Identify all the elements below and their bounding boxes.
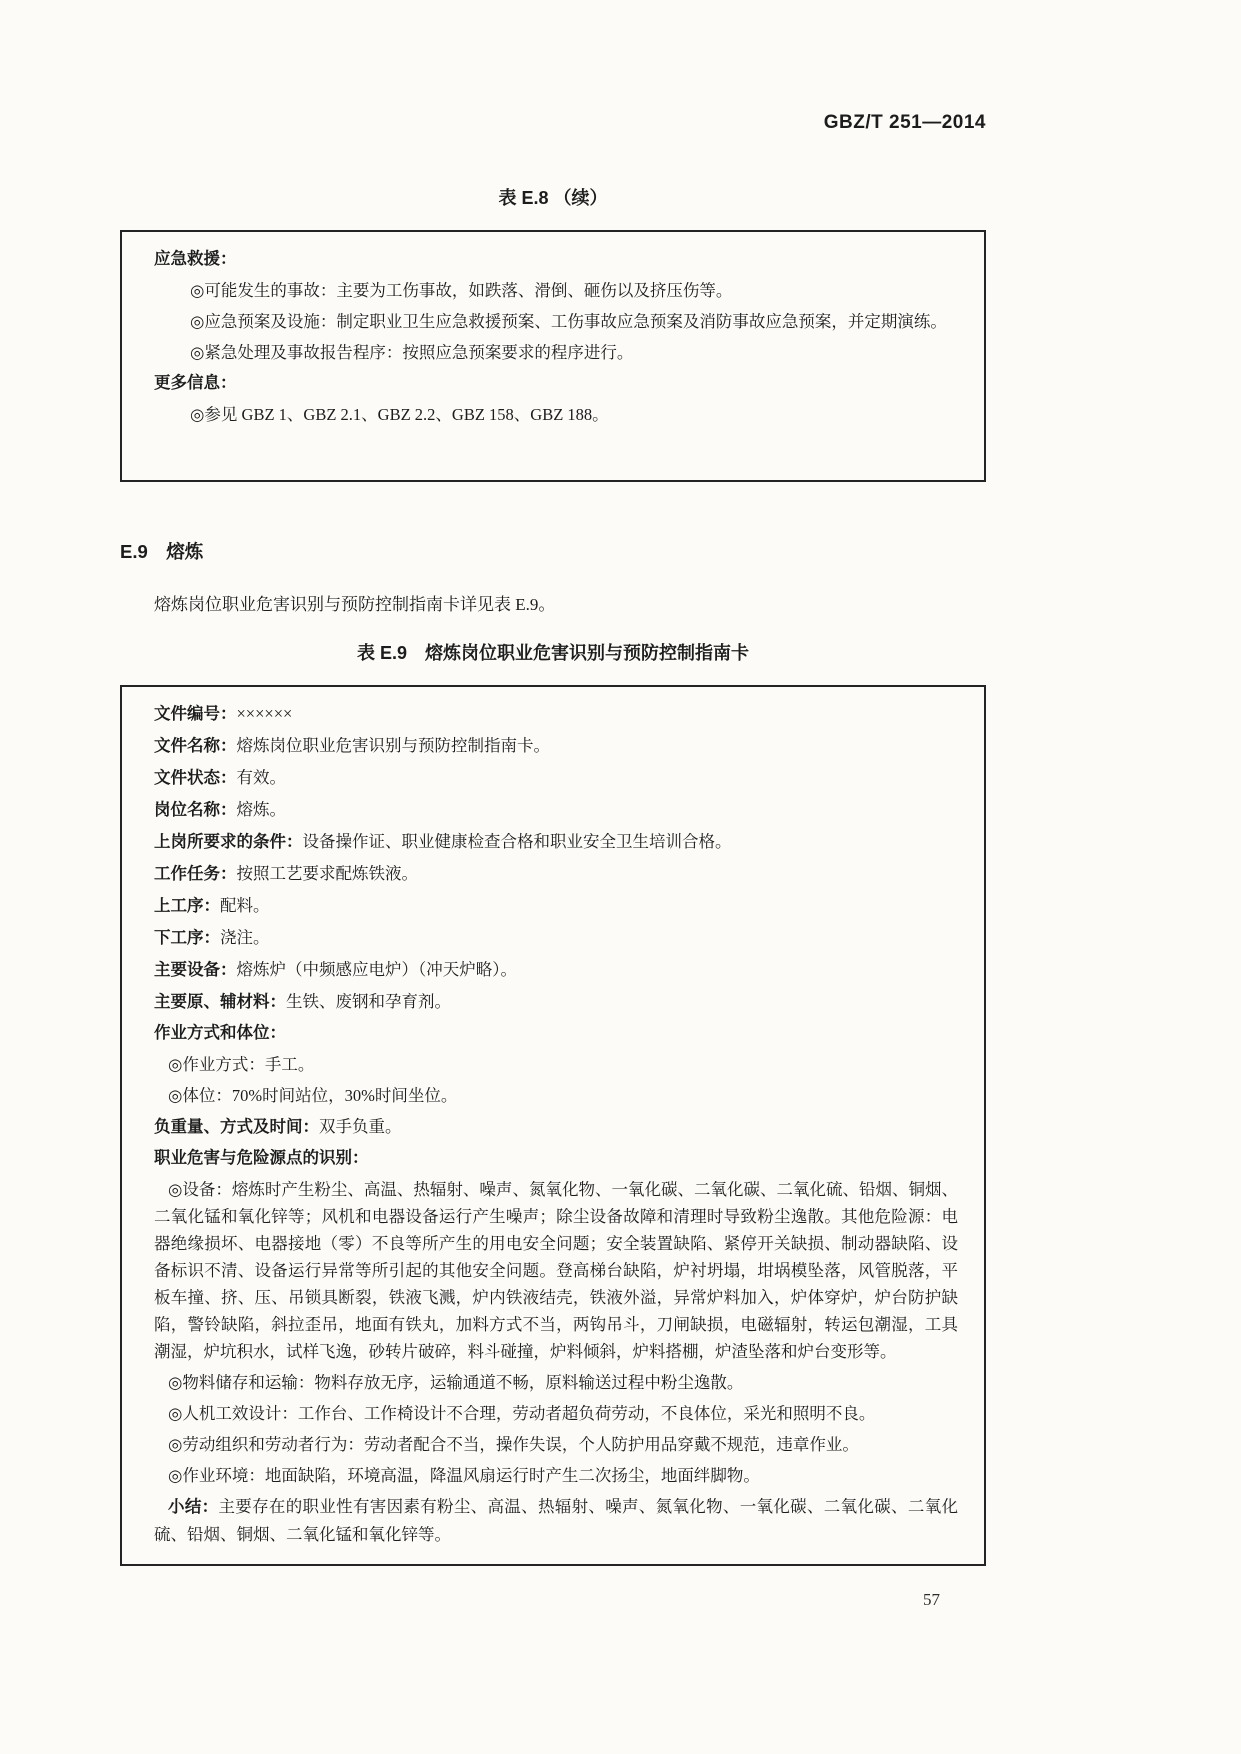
bullet-item: ◎体位：70%时间站位，30%时间坐位。 [168, 1086, 458, 1105]
field-value: 熔炼岗位职业危害识别与预防控制指南卡。 [236, 736, 550, 755]
field-row [154, 700, 958, 728]
group-heading-emergency: 应急救援： [154, 250, 237, 268]
table-e9-caption: 表 E.9 熔炼岗位职业危害识别与预防控制指南卡 [356, 643, 750, 663]
field-value: 按照工艺要求配炼铁液。 [236, 864, 418, 883]
field-label: 上岗所要求的条件： [154, 833, 303, 851]
group-heading-more-info: 更多信息： [154, 374, 237, 392]
bullet-item: ◎参见 GBZ 1、GBZ 2.1、GBZ 2.2、GBZ 158、GBZ 188。 [190, 405, 609, 424]
field-row [154, 892, 958, 920]
group-heading-hazards: 职业危害与危险源点的识别： [154, 1149, 369, 1167]
table-e8-caption: 表 E.8 （续） [498, 188, 608, 208]
bullet-item: ◎紧急处理及事故报告程序：按照应急预案要求的程序进行。 [190, 343, 634, 362]
field-row [154, 1113, 958, 1141]
field-row [154, 764, 958, 792]
field-label: 主要设备： [154, 961, 237, 979]
field-label: 主要原、辅材料： [154, 993, 286, 1011]
field-value: ×××××× [236, 704, 293, 723]
field-row [154, 732, 958, 760]
field-label: 文件编号： [154, 705, 237, 723]
bullet-item: ◎劳动组织和劳动者行为：劳动者配合不当，操作失误，个人防护用品穿戴不规范，违章作业。 [168, 1435, 859, 1454]
table-e9-box [120, 685, 986, 1566]
section-e9-heading: E.9 熔炼 [120, 541, 204, 562]
table-e8-continued-box [120, 230, 986, 482]
summary-row [154, 1493, 958, 1548]
field-value: 浇注。 [220, 928, 270, 947]
field-row [154, 796, 958, 824]
field-value: 生铁、废钢和孕育剂。 [286, 992, 451, 1011]
field-label: 负重量、方式及时间： [154, 1118, 319, 1136]
bullet-item-equipment: ◎设备：熔炼时产生粉尘、高温、热辐射、噪声、氮氧化物、一氧化碳、二氧化碳、二氧化硫、铅烟、铜烟、二氧化锰和氧化锌等；风机和电器设备运行产生噪声；除尘设备故障和清理时导致粉尘逸散。其他危险源：电器绝缘损坏、电器接地（零）不良等所产生的用电安全问题；安全装置缺陷、紧停开关缺损、制动器缺陷、设备标识不清、设备运行异常等所引起的其他安全问题。登高梯台缺陷，炉衬坍塌，坩埚模坠落，风管脱落，平板车撞、挤、压、吊锁具断裂，铁液飞溅，炉内铁液结壳，铁液外溢，异常炉料加入，炉体穿炉，炉台防护缺陷，警铃缺陷，斜拉歪吊，地面有铁丸，加料方式不当，两钩吊斗，刀闸缺损，电磁辐射，转运包潮湿，工具潮湿，炉坑积水，试样飞逸，砂转片破碎，料斗碰撞，炉料倾斜，炉料搭棚，炉渣坠落和炉台变形等。 [154, 1180, 958, 1361]
section-e9-intro: 熔炼岗位职业危害识别与预防控制指南卡详见表 E.9。 [154, 595, 556, 614]
field-label: 工作任务： [154, 865, 237, 883]
field-label: 文件名称： [154, 737, 237, 755]
page-content [120, 0, 986, 1610]
field-value: 配料。 [220, 896, 270, 915]
field-value: 双手负重。 [319, 1117, 402, 1136]
field-value: 熔炼炉（中频感应电炉）（冲天炉略）。 [236, 960, 517, 979]
field-row [154, 924, 958, 952]
bullet-item: ◎物料储存和运输：物料存放无序，运输通道不畅，原料输送过程中粉尘逸散。 [168, 1373, 744, 1392]
summary-value: 主要存在的职业性有害因素有粉尘、高温、热辐射、噪声、氮氧化物、一氧化碳、二氧化碳、二氧化硫、铅烟、铜烟、二氧化锰和氧化锌等。 [154, 1497, 959, 1544]
field-row [154, 988, 958, 1016]
field-value: 有效。 [236, 768, 286, 787]
bullet-item: ◎作业方式：手工。 [168, 1055, 315, 1074]
bullet-item: ◎人机工效设计：工作台、工作椅设计不合理，劳动者超负荷劳动，不良体位，采光和照明不良。 [168, 1404, 876, 1423]
field-value: 熔炼。 [236, 800, 286, 819]
page-number: 57 [923, 1590, 940, 1609]
field-label: 岗位名称： [154, 801, 237, 819]
field-label: 上工序： [154, 897, 220, 915]
field-label: 下工序： [154, 929, 220, 947]
field-label: 文件状态： [154, 769, 237, 787]
summary-label: 小结： [168, 1498, 219, 1516]
standard-number: GBZ/T 251—2014 [823, 112, 986, 133]
group-heading-work-mode: 作业方式和体位： [154, 1024, 286, 1042]
field-row [154, 860, 958, 888]
bullet-item: ◎作业环境：地面缺陷，环境高温，降温风扇运行时产生二次扬尘，地面绊脚物。 [168, 1466, 760, 1485]
field-value: 设备操作证、职业健康检查合格和职业安全卫生培训合格。 [302, 832, 732, 851]
bullet-item: ◎应急预案及设施：制定职业卫生应急救援预案、工伤事故应急预案及消防事故应急预案，并定期演练。 [190, 312, 947, 331]
field-row [154, 956, 958, 984]
field-row [154, 828, 958, 856]
bullet-item: ◎可能发生的事故：主要为工伤事故，如跌落、滑倒、砸伤以及挤压伤等。 [190, 281, 733, 300]
